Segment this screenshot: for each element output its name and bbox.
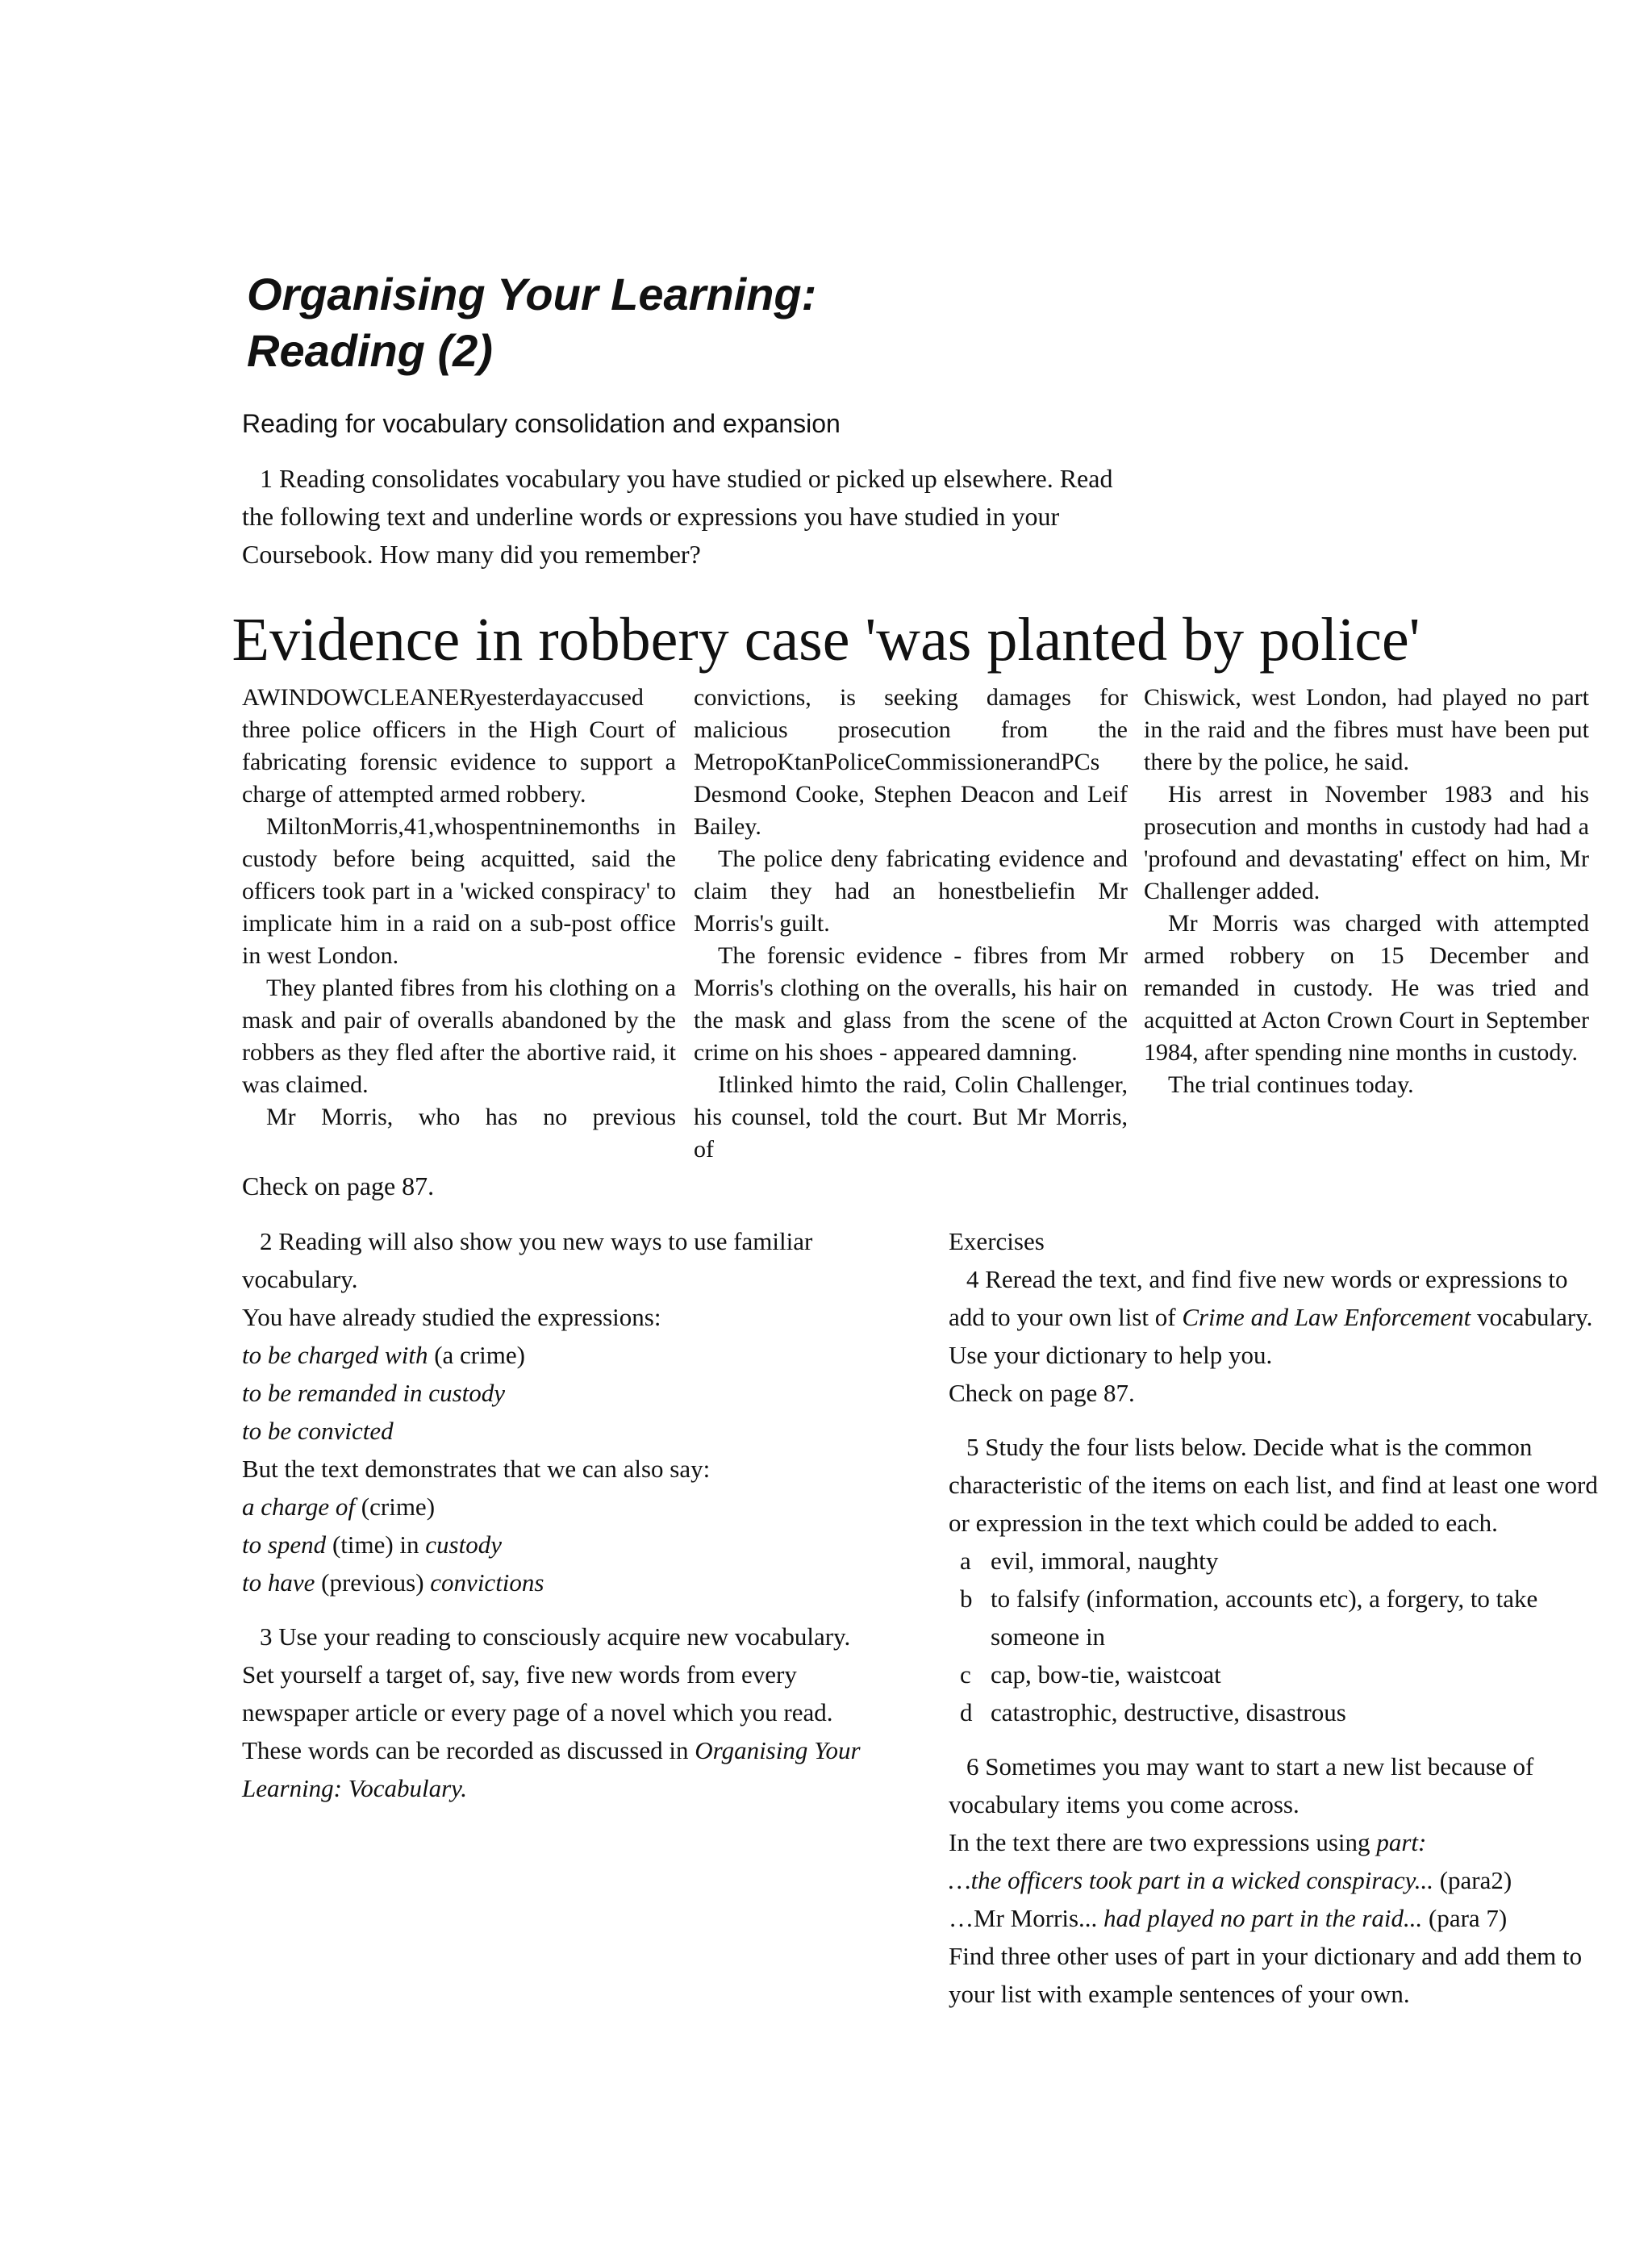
expression-item: to be convicted <box>242 1417 394 1445</box>
article-headline: Evidence in robbery case 'was planted by police' <box>232 606 1420 674</box>
exercise-3-body: Set yourself a target of, say, five new words from every newspaper article or every page of a novel which you read. These words can be recorded as discussed in Organising Your Learning: Vocabulary. <box>242 1660 861 1802</box>
article-paragraph: The police deny fabricating evidence and claim they had an honestbeliefin Mr Morris's guilt. <box>694 845 1128 937</box>
exercise-6-line: In the text there are two expressions using part: <box>949 1828 1427 1856</box>
exercises-heading: Exercises <box>949 1227 1045 1255</box>
article-paragraph: convictions, is seeking damages for malicious prosecution from the MetropoKtanPoliceCommissionerandPCs Desmond Cooke, Stephen Deacon and Leif Bailey. <box>694 684 1128 840</box>
exercise-6: 6 Sometimes you may want to start a new list because of vocabulary items you come across. <box>949 1752 1534 1818</box>
list-item: c cap, bow-tie, waistcoat <box>960 1660 1221 1689</box>
expression-item: to have (previous) convictions <box>242 1568 544 1597</box>
exercise-4-check: Check on page 87. <box>949 1379 1135 1407</box>
article-paragraph: The trial continues today. <box>1168 1071 1414 1098</box>
article-paragraph: They planted fibres from his clothing on a mask and pair of overalls abandoned by the robbers as they fled after the abortive raid, it was claimed. <box>242 975 676 1098</box>
exercise-1-text: 1 Reading consolidates vocabulary you have studied or picked up elsewhere. Read the following text and underline words or expressions you have studied in your Coursebook. How many did you remember? <box>242 464 1113 569</box>
article-paragraph: Mr Morris was charged with attempted armed robbery on 15 December and remanded in custody. He was tried and acquitted at Acton Crown Court in September 1984, after spending nine months in custody. <box>1144 910 1589 1066</box>
exercise-1 <box>242 460 1145 574</box>
expression-item: to spend (time) in custody <box>242 1530 502 1559</box>
article-paragraph: Mr Morris, who has no previous <box>266 1104 676 1130</box>
article-paragraph: Itlinked himto the raid, Colin Challenger, his counsel, told the court. But Mr Morris, of <box>694 1071 1128 1163</box>
article-paragraph: His arrest in November 1983 and his prosecution and months in custody had had a 'profound and devastating' effect on him, Mr Challenger added. <box>1144 781 1589 904</box>
article-paragraph: AWINDOWCLEANERyesterdayaccused three police officers in the High Court of fabricating forensic evidence to support a charge of attempted armed robbery. <box>242 684 676 808</box>
list-item: a evil, immoral, naughty <box>960 1547 1219 1575</box>
exercise-3-intro: 3 Use your reading to consciously acquire new vocabulary. <box>260 1622 851 1651</box>
exercise-4: 4 Reread the text, and find five new words or expressions to add to your own list of Crime and Law Enforcement vocabulary. Use your dictionary to help you. <box>949 1265 1593 1369</box>
section-subtitle: Reading for vocabulary consolidation and expansion <box>242 409 841 438</box>
quote-line: …the officers took part in a wicked conspiracy... (para2) <box>949 1866 1512 1894</box>
article-column-3 <box>1144 682 1589 1101</box>
title-line-1: Organising Your Learning: <box>247 269 817 319</box>
exercise-2-line: But the text demonstrates that we can also say: <box>242 1455 711 1483</box>
article-column-2 <box>694 682 1128 1166</box>
page-title <box>247 266 816 379</box>
article-column-1 <box>242 682 676 1134</box>
right-exercises <box>949 1222 1610 2013</box>
left-exercises <box>242 1222 887 1807</box>
exercise-5: 5 Study the four lists below. Decide what is the common characteristic of the items on each list, and find at least one word or expression in the text which could be added to each. <box>949 1433 1598 1537</box>
expression-item: to be charged with (a crime) <box>242 1341 525 1369</box>
list-item: d catastrophic, destructive, disastrous <box>960 1698 1346 1726</box>
list-item: b to falsify (information, accounts etc), a forgery, to take someone in <box>960 1584 1538 1651</box>
exercise-6-end: Find three other uses of part in your dictionary and add them to your list with example sentences of your own. <box>949 1942 1583 2008</box>
quote-line: …Mr Morris... had played no part in the raid... (para 7) <box>949 1904 1508 1932</box>
expression-item: to be remanded in custody <box>242 1379 505 1407</box>
article-paragraph: MiltonMorris,41,whospentninemonths in custody before being acquitted, said the officers took part in a 'wicked conspiracy' to implicate him in a raid on a sub-post office in west London. <box>242 813 676 969</box>
exercise-2-intro: 2 Reading will also show you new ways to use familiar vocabulary. <box>242 1227 813 1293</box>
article-paragraph: The forensic evidence - fibres from Mr Morris's clothing on the overalls, his hair on the mask and glass from the scene of the crime on his shoes - appeared damning. <box>694 942 1128 1066</box>
exercise-2-line: You have already studied the expressions: <box>242 1303 661 1331</box>
check-reference: Check on page 87. <box>242 1171 435 1200</box>
article-paragraph: Chiswick, west London, had played no part in the raid and the fibres must have been put there by the police, he said. <box>1144 684 1589 775</box>
title-line-2: Reading (2) <box>247 325 493 376</box>
expression-item: a charge of (crime) <box>242 1493 436 1521</box>
